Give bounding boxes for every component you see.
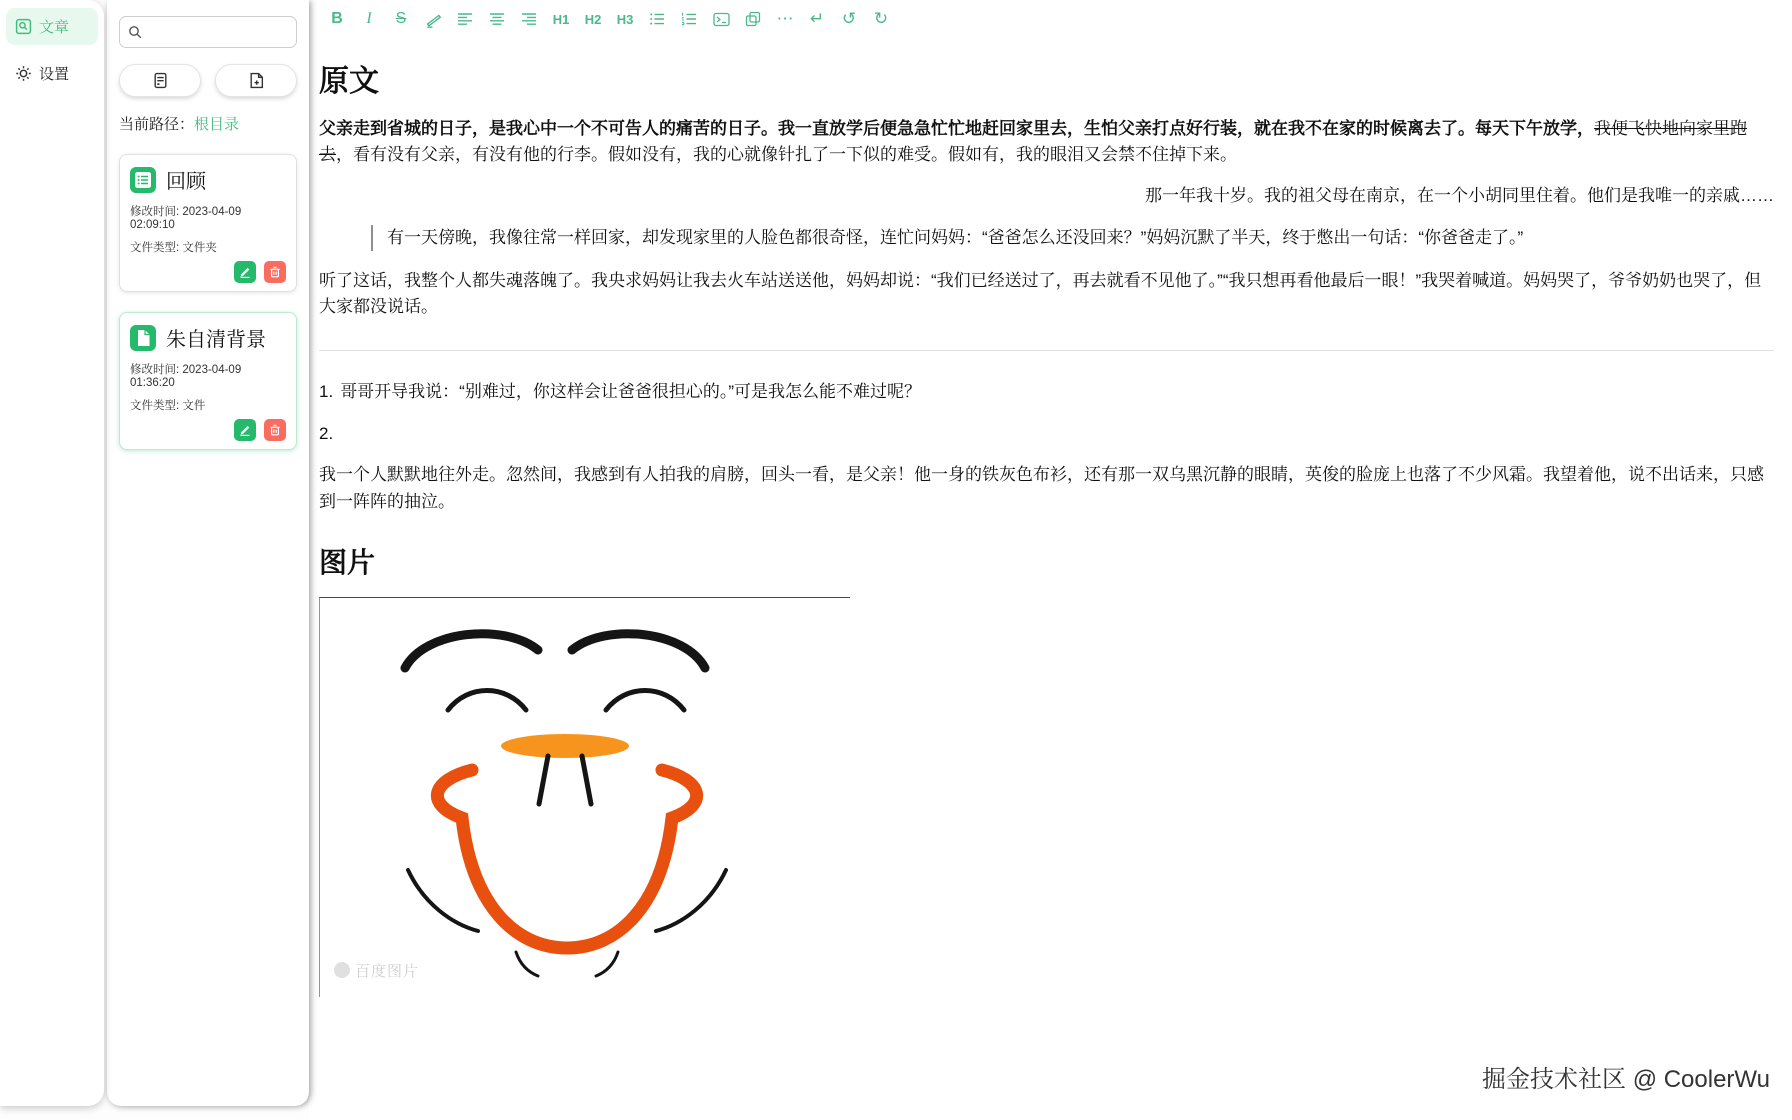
paragraph-1 [319, 116, 1774, 169]
current-path [119, 113, 297, 134]
pencil-icon [238, 265, 252, 279]
trash-icon [268, 423, 282, 437]
folder-view-button[interactable] [119, 64, 201, 97]
path-root-link[interactable]: 根目录 [194, 116, 240, 133]
paragraph-1-normal: ，看有没有父亲，有没有他的行李。假如没有，我的心就像针扎了一下似的难受。假如有，我的眼泪又会禁不住掉下来。 [336, 145, 1237, 165]
ordered-list-item-2 [319, 421, 1774, 447]
new-file-button[interactable] [215, 64, 297, 97]
list-text: 哥哥开导我说：“别难过，你这样会让爸爸很担心的。”可是我怎么能不难过呢？ [340, 382, 922, 402]
strikethrough-button[interactable]: S [395, 10, 407, 27]
heading2-button[interactable]: H2 [584, 11, 602, 27]
redo-button[interactable]: ↻ [873, 9, 889, 28]
trash-icon [268, 265, 282, 279]
card-modified-time: 修改时间: 2023-04-09 01:36:20 [130, 364, 242, 389]
blockquote: 有一天傍晚，我像往常一样回家，却发现家里的人脸色都很奇怪，连忙问妈妈：“爸爸怎么还没回来？”妈妈沉默了半天，终于憋出一句话：“你爸爸走了。” [371, 225, 1774, 251]
undo-button[interactable]: ↺ [841, 9, 857, 28]
file-plus-icon [248, 72, 265, 89]
horizontal-rule [319, 350, 1774, 351]
file-actions-row [119, 64, 297, 97]
section-title-image: 图片 [319, 546, 376, 578]
file-card-huigu[interactable] [119, 154, 297, 292]
paragraph-3: 听了这话，我整个人都失魂落魄了。我央求妈妈让我去火车站送送他，妈妈却说：“我们已经送过了，再去就看不见他了。”“我只想再看他最后一眼！”我哭着喊道。妈妈哭了，爷爷奶奶也哭了，但大家都没说话。 [319, 270, 1762, 316]
search-input[interactable] [148, 25, 288, 40]
align-center-button[interactable] [481, 2, 513, 36]
list-number: 1. [319, 382, 334, 402]
delete-button[interactable] [264, 261, 286, 283]
delete-button[interactable] [264, 419, 286, 441]
paragraph-1-strikethrough: 我便飞快地向家里跑去 [319, 119, 1747, 165]
paragraph-right-aligned: 那一年我十岁。我的祖父母在南京，在一个小胡同里住着。他们是我唯一的亲戚…… [1145, 185, 1774, 205]
nav-item-label: 文章 [39, 19, 70, 36]
card-modified-time: 修改时间: 2023-04-09 02:09:10 [130, 206, 242, 231]
nav-sidebar [0, 0, 104, 1106]
ordered-list-button[interactable] [673, 2, 705, 36]
archive-icon [152, 72, 169, 89]
editor-pane[interactable] [309, 0, 1792, 1120]
image-watermark-text: 百度图片 [355, 962, 420, 980]
card-actions [130, 419, 286, 441]
baidu-logo-icon [334, 962, 350, 978]
card-title: 朱自清背景 [166, 329, 266, 351]
search-box [119, 16, 297, 48]
gear-icon [15, 65, 32, 82]
file-panel [107, 0, 309, 1106]
paragraph-1-bold: 父亲走到省城的日子，是我心中一个不可告人的痛苦的日子。我一直放学后便急急忙忙地赶回家里去，生怕父亲打点好行装，就在我不在家的时候离去了。每天下午放学， [319, 119, 1594, 138]
file-icon [130, 325, 156, 351]
nav-item-label: 设置 [39, 66, 70, 83]
card-actions [130, 261, 286, 283]
heading3-button[interactable]: H3 [616, 11, 634, 27]
pencil-icon [238, 423, 252, 437]
search-icon [128, 25, 142, 39]
pen-highlight-button[interactable] [417, 2, 449, 36]
community-watermark: 掘金技术社区 @ CoolerWu [1482, 1066, 1770, 1093]
code-block-button[interactable] [705, 2, 737, 36]
folder-list-icon [130, 167, 156, 193]
copy-button[interactable] [737, 2, 769, 36]
smiley-face-illustration [320, 598, 850, 997]
card-title: 回顾 [166, 171, 206, 193]
align-left-button[interactable] [449, 2, 481, 36]
document-content[interactable] [309, 56, 1792, 997]
enter-button[interactable]: ↵ [809, 9, 825, 28]
section-title-original: 原文 [319, 65, 379, 98]
edit-button[interactable] [234, 419, 256, 441]
card-head [130, 165, 286, 194]
heading1-button[interactable]: H1 [552, 11, 570, 27]
list-number: 2. [319, 423, 334, 443]
article-icon [15, 18, 32, 35]
image-source-watermark [334, 960, 419, 981]
edit-button[interactable] [234, 261, 256, 283]
embedded-image[interactable] [319, 597, 850, 997]
card-file-type: 文件类型: 文件夹 [130, 242, 217, 254]
more-button[interactable]: ⋯ [776, 9, 794, 28]
italic-button[interactable]: I [366, 10, 372, 27]
card-head [130, 323, 286, 352]
nav-item-articles[interactable] [6, 8, 98, 45]
bullet-list-button[interactable] [641, 2, 673, 36]
editor-toolbar [309, 0, 1792, 38]
align-right-button[interactable] [513, 2, 545, 36]
bold-button[interactable]: B [331, 10, 343, 27]
nav-item-settings[interactable] [6, 55, 98, 92]
path-label: 当前路径： [119, 116, 195, 133]
ordered-list-item-1 [319, 379, 1774, 405]
paragraph-4: 我一个人默默地往外走。忽然间，我感到有人拍我的肩膀，回头一看，是父亲！他一身的铁灰色布衫，还有那一双乌黑沉静的眼睛，英俊的脸庞上也落了不少风霜。我望着他，说不出话来，只感到一阵阵的抽泣。 [319, 465, 1764, 511]
file-card-zhuziqing[interactable] [119, 312, 297, 450]
card-file-type: 文件类型: 文件 [130, 400, 206, 412]
